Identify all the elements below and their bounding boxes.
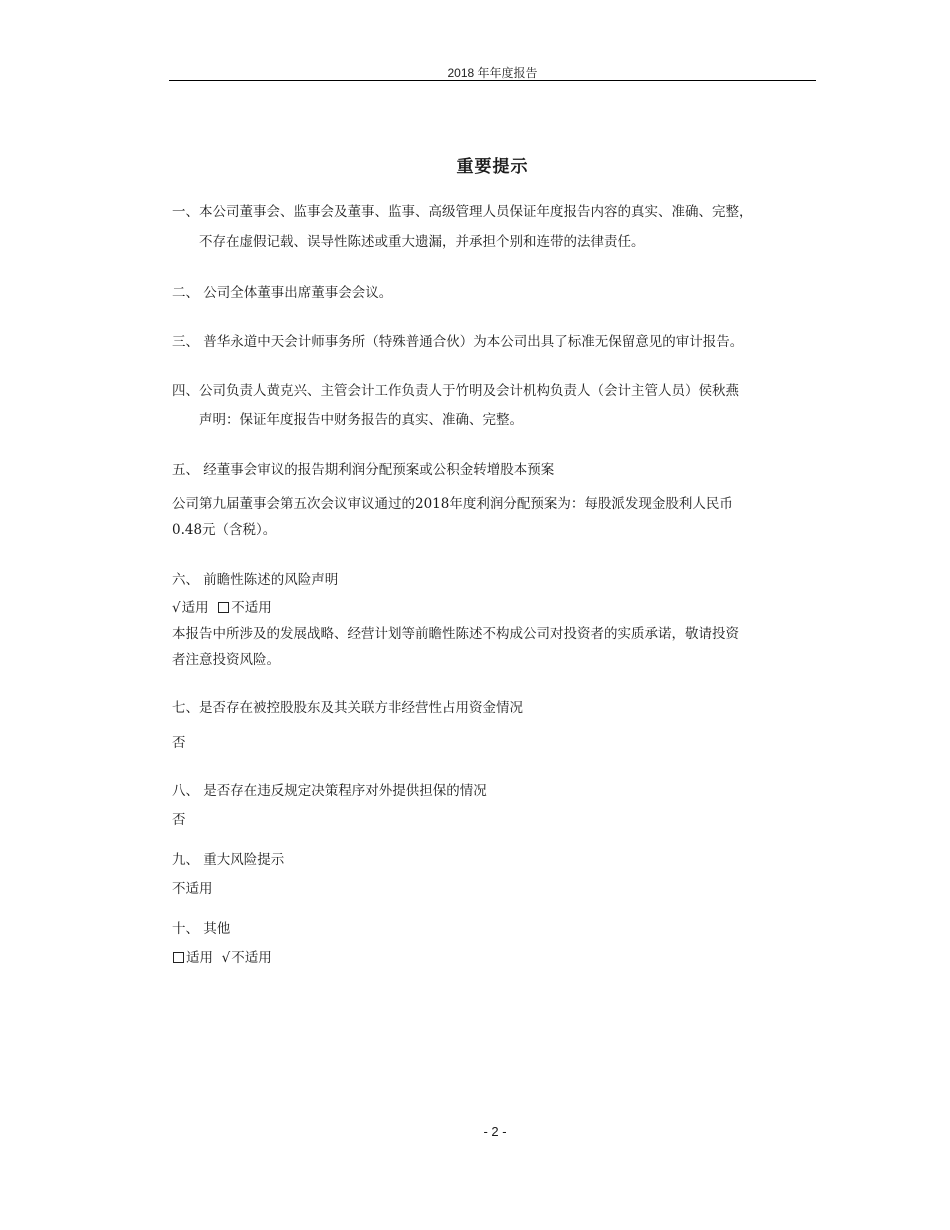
item-5-heading: 五、 经董事会审议的报告期利润分配预案或公积金转增股本预案 bbox=[172, 462, 555, 478]
item-8-heading: 八、 是否存在违反规定决策程序对外提供担保的情况 bbox=[172, 783, 487, 799]
option-not-applicable-label: 不适用 bbox=[231, 600, 272, 616]
item-1-line-1: 一、本公司董事会、监事会及董事、监事、高级管理人员保证年度报告内容的真实、准确、完整， bbox=[172, 204, 753, 220]
item-5-body-line-1: 公司第九届董事会第五次会议审议通过的2018年度利润分配预案为：每股派发现金股利人民币 bbox=[172, 496, 733, 512]
check-mark-icon: √ bbox=[172, 600, 181, 616]
item-6-heading: 六、 前瞻性陈述的风险声明 bbox=[172, 572, 339, 588]
item-10-options bbox=[172, 946, 272, 966]
check-mark-icon: √ bbox=[221, 950, 231, 966]
item-7-heading: 七、是否存在被控股股东及其关联方非经营性占用资金情况 bbox=[172, 700, 523, 716]
item-8-answer: 否 bbox=[172, 812, 186, 828]
option-applicable-label: 适用 bbox=[181, 600, 209, 616]
option-not-applicable-label: 不适用 bbox=[231, 950, 272, 966]
page-title: 重要提示 bbox=[456, 157, 529, 177]
empty-checkbox-icon bbox=[218, 602, 229, 613]
item-9-heading: 九、 重大风险提示 bbox=[172, 852, 285, 868]
page-number: - 2 - bbox=[483, 1124, 507, 1139]
header-rule bbox=[169, 80, 816, 81]
item-4-line-2: 声明：保证年度报告中财务报告的真实、准确、完整。 bbox=[199, 412, 523, 428]
running-header-title: 2018 年年度报告 bbox=[447, 66, 538, 80]
item-6-options bbox=[172, 596, 272, 616]
item-2: 二、 公司全体董事出席董事会会议。 bbox=[172, 285, 393, 301]
item-5-body-line-2: 0.48元（含税）。 bbox=[172, 522, 277, 538]
item-10-heading: 十、 其他 bbox=[172, 921, 231, 937]
item-7-answer: 否 bbox=[172, 735, 186, 751]
item-6-body-line-2: 者注意投资风险。 bbox=[172, 652, 280, 668]
item-6-body-line-1: 本报告中所涉及的发展战略、经营计划等前瞻性陈述不构成公司对投资者的实质承诺，敬请投资 bbox=[172, 626, 739, 642]
item-3: 三、 普华永道中天会计师事务所（特殊普通合伙）为本公司出具了标准无保留意见的审计报告。 bbox=[172, 334, 744, 350]
item-4-line-1: 四、公司负责人黄克兴、主管会计工作负责人于竹明及会计机构负责人（会计主管人员）侯秋燕 bbox=[172, 383, 739, 399]
option-applicable-label: 适用 bbox=[186, 950, 213, 966]
item-1-line-2: 不存在虚假记载、误导性陈述或重大遗漏，并承担个别和连带的法律责任。 bbox=[199, 234, 645, 250]
empty-checkbox-icon bbox=[173, 952, 184, 963]
item-9-answer: 不适用 bbox=[172, 881, 213, 897]
